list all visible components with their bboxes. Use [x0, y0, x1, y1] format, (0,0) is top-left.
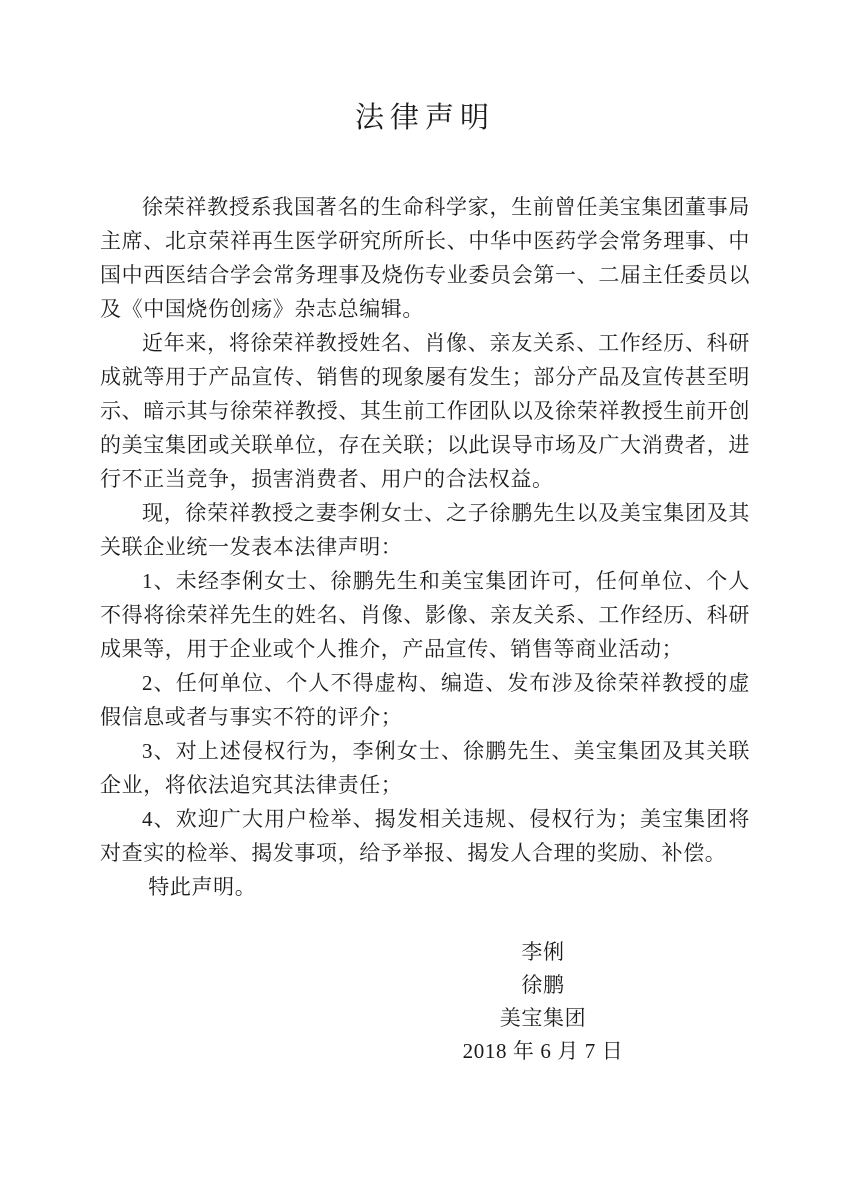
paragraph-item-2: 2、任何单位、个人不得虚构、编造、发布涉及徐荣祥教授的虚假信息或者与事实不符的评介； [100, 671, 750, 729]
paragraph-item-1: 1、未经李俐女士、徐鹏先生和美宝集团许可，任何单位、个人不得将徐荣祥先生的姓名、肖像、影像、亲友关系、工作经历、科研成果等，用于企业或个人推介，产品宣传、销售等商业活动； [100, 569, 750, 661]
signature-name-li-li: 李俐 [521, 940, 565, 964]
signature-date: 2018 年 6 月 7 日 [462, 1039, 624, 1063]
paragraph-intro-bio: 徐荣祥教授系我国著名的生命科学家，生前曾任美宝集团董事局主席、北京荣祥再生医学研究所所长、中华中医药学会常务理事、中国中西医结合学会常务理事及烧伤专业委员会第一、二届主任委员以及《中国烧伤创疡》杂志总编辑。 [100, 195, 750, 321]
page-title: 法律声明 [354, 102, 495, 134]
signature-company-mebo-group: 美宝集团 [499, 1006, 587, 1030]
paragraph-item-3: 3、对上述侵权行为，李俐女士、徐鹏先生、美宝集团及其关联企业，将依法追究其法律责任； [100, 739, 750, 797]
signature-name-xu-peng: 徐鹏 [521, 973, 565, 997]
paragraph-item-4: 4、欢迎广大用户检举、揭发相关违规、侵权行为；美宝集团将对查实的检举、揭发事项，给予举报、揭发人合理的奖励、补偿。 [100, 807, 750, 865]
signature-block [403, 936, 683, 1068]
document-body [0, 190, 850, 904]
paragraph-declaration-lead: 现，徐荣祥教授之妻李俐女士、之子徐鹏先生以及美宝集团及其关联企业统一发表本法律声明： [100, 501, 750, 559]
paragraph-closing: 特此声明。 [148, 875, 257, 899]
paragraph-problem-description: 近年来，将徐荣祥教授姓名、肖像、亲友关系、工作经历、科研成就等用于产品宣传、销售的现象屡有发生；部分产品及宣传甚至明示、暗示其与徐荣祥教授、其生前工作团队以及徐荣祥教授生前开创的美宝集团或关联单位，存在关联；以此误导市场及广大消费者，进行不正当竞争，损害消费者、用户的合法权益。 [100, 331, 750, 491]
